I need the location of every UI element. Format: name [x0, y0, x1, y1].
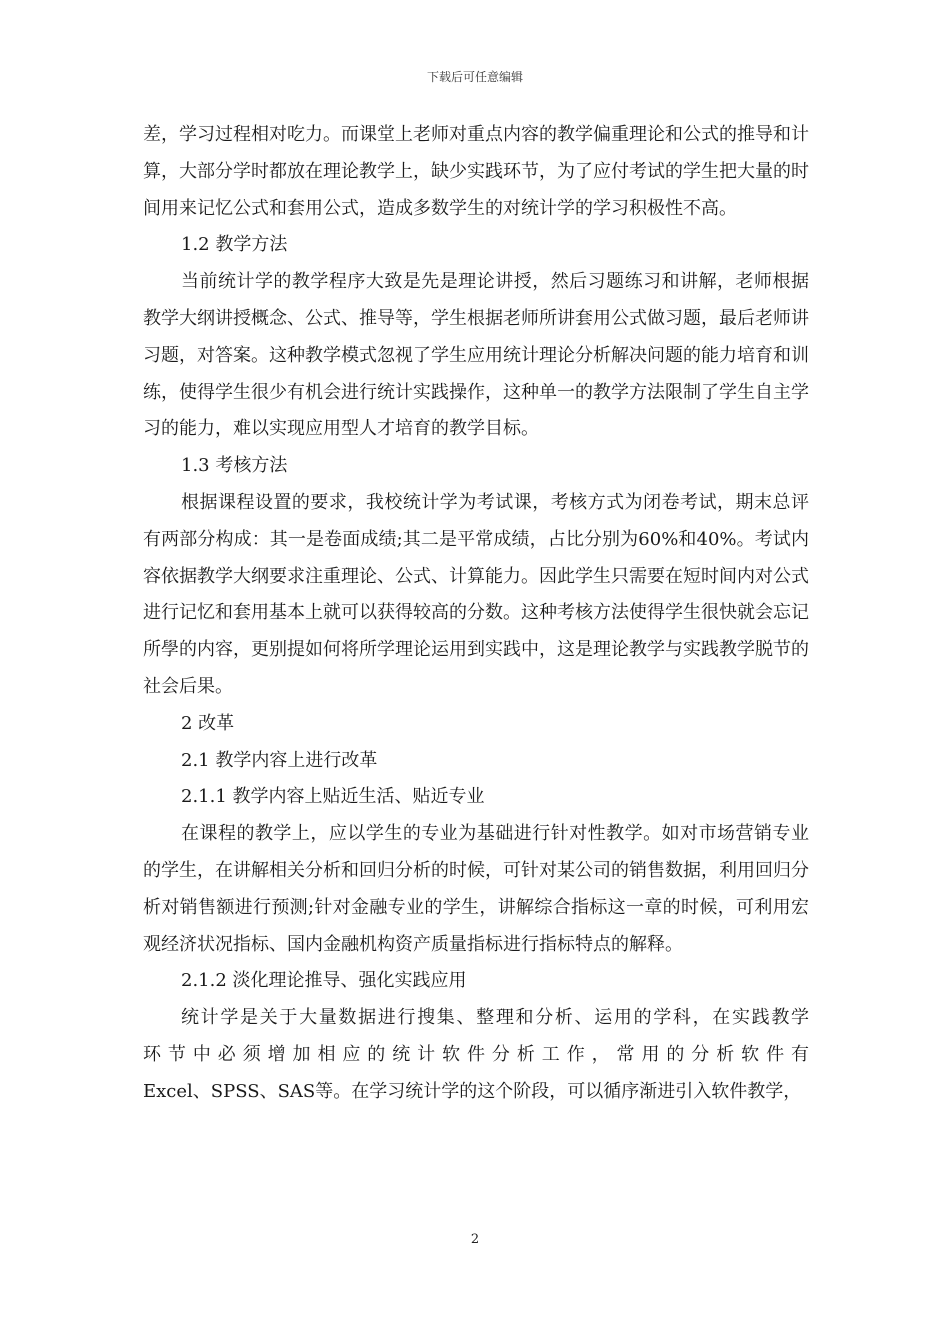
page-header: 下载后可任意编辑	[426, 70, 523, 84]
section-heading-2: 2 改革	[181, 712, 235, 734]
paragraph-assessment-method: 根据课程设置的要求，我校统计学为考试课，考核方式为闭卷考试，期末总评有两部分构成：其一是卷面成绩;其二是平常成绩，占比分别为60%和40%。考试内容依据教学大纲要求注重理论、公式、计算能力。因此学生只需要在短时间内对公式进行记忆和套用基本上就可以获得较高的分数。这种考核方法使得学生很快就会忘记所學的内容，更别提如何将所学理论运用到实践中，这是理论教学与实践教学脱节的社会后果。	[143, 491, 809, 697]
paragraph-software-line-2: 环节中必须增加相应的统计软件分析工作，常用的分析软件有	[143, 1043, 809, 1065]
body-text	[143, 117, 809, 1111]
section-heading-1-3: 1.3 考核方法	[181, 455, 288, 477]
section-heading-2-1: 2.1 教学内容上进行改革	[181, 749, 378, 771]
paragraph-teaching-method: 当前统计学的教学程序大致是先是理论讲授，然后习题练习和讲解，老师根据教学大纲讲授概念、公式、推导等，学生根据老师所讲套用公式做习题，最后老师讲习题，对答案。这种教学模式忽视了学生应用统计理论分析解决问题的能力培育和训练，使得学生很少有机会进行统计实践操作，这种单一的教学方法限制了学生自主学习的能力，难以实现应用型人才培育的教学目标。	[143, 271, 809, 440]
paragraph-content-reform: 在课程的教学上，应以学生的专业为基础进行针对性教学。如对市场营销专业的学生，在讲解相关分析和回归分析的时候，可针对某公司的销售数据，利用回归分析对销售额进行预测;针对金融专业的学生，讲解综合指标这一章的时候，可利用宏观经济状况指标、国内金融机构资产质量指标进行指标特点的解释。	[143, 823, 809, 955]
section-heading-2-1-2: 2.1.2 淡化理论推导、强化实践应用	[181, 970, 467, 992]
paragraph-software-line-3: Excel、SPSS、SAS等。在学习统计学的这个阶段，可以循序渐进引入软件教学，	[143, 1080, 802, 1102]
paragraph-continuation: 差，学习过程相对吃力。而课堂上老师对重点内容的教学偏重理论和公式的推导和计算，大部分学时都放在理论教学上，缺少实践环节，为了应付考试的学生把大量的时间用来记忆公式和套用公式，造成多数学生的对统计学的学习积极性不高。	[143, 124, 809, 219]
paragraph-software-line-1: 统计学是关于大量数据进行搜集、整理和分析、运用的学科，在实践教学	[181, 1007, 809, 1029]
section-heading-1-2: 1.2 教学方法	[181, 234, 288, 256]
section-heading-2-1-1: 2.1.1 教学内容上贴近生活、贴近专业	[181, 786, 485, 808]
page-number: 2	[470, 1232, 480, 1247]
